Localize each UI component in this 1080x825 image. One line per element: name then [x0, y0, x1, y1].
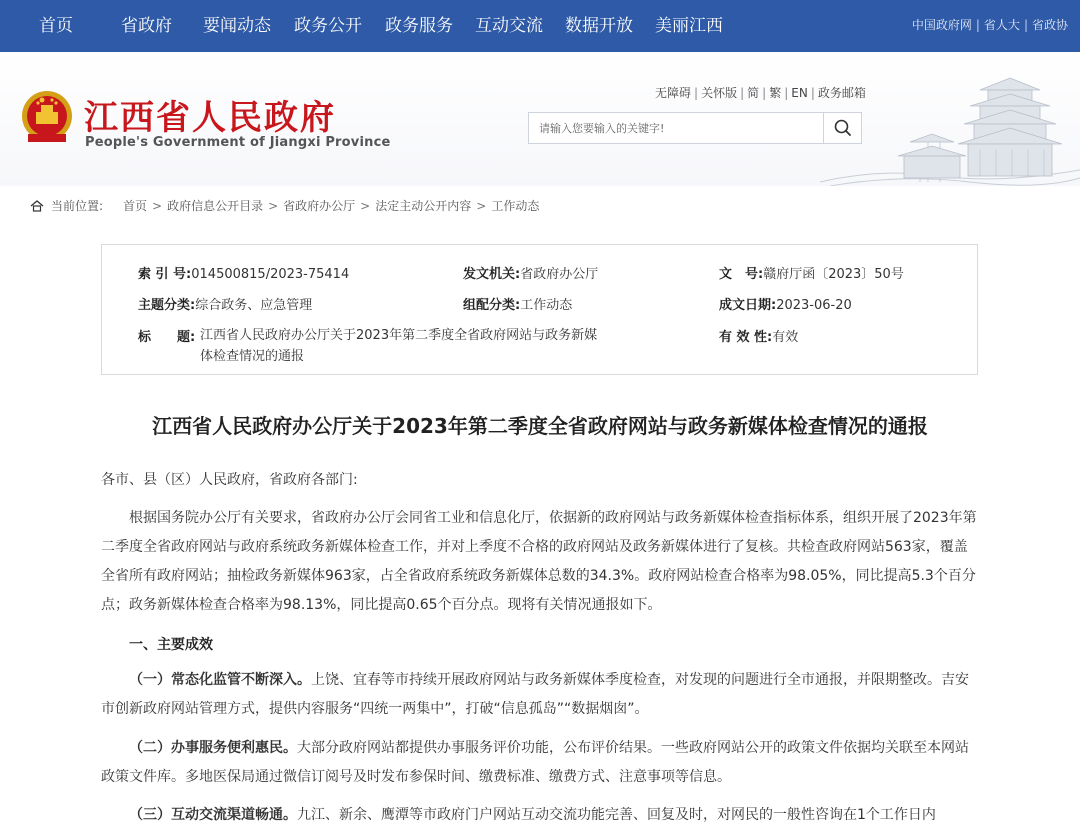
nav-item-government[interactable]: 省政府 — [121, 16, 172, 36]
link-provincial-cppcc[interactable]: 省政协 — [1031, 18, 1068, 32]
article-paragraph-3 — [101, 801, 978, 825]
nav-item-interaction[interactable]: 互动交流 — [475, 16, 543, 36]
paragraph-1-text: 上饶、宜春等市持续开展政府网站与政务新媒体季度检查，对发现的问题进行全市通报，并限期整改。吉安市创新政府网站管理方式，提供内容服务“四统一两集中”，打破“信息孤岛”“数据烟囱”。 — [101, 672, 969, 717]
link-china-gov[interactable]: 中国政府网 — [911, 18, 972, 32]
breadcrumb-statutory[interactable]: 法定主动公开内容 — [375, 199, 472, 213]
document-meta-box — [101, 244, 978, 375]
nav-item-public[interactable]: 政务公开 — [294, 16, 362, 36]
article-intro-paragraph: 根据国务院办公厅有关要求，省政府办公厅会同省工业和信息化厅，依据新的政府网站与政务新媒体检查指标体系，组织开展了2023年第二季度全省政府网站与政府系统政务新媒体检查工作，并对上季度不合格的政府网站及政务新媒体进行了复核。共检查政府网站563家，覆盖全省所有政府网站；抽检政务新媒体963家，占全省政府系统政务新媒体总数的34.3%。政府网站检查合格率为98.05%，同比提高5.3个百分点；政务新媒体检查合格率为98.13%，同比提高0.65个百分点。现将有关情况通报如下。 — [101, 510, 977, 613]
search-input[interactable] — [529, 113, 825, 143]
link-care-mode[interactable]: 关怀版 — [701, 86, 738, 100]
section-heading-achievements: 一、主要成效 — [129, 637, 213, 653]
article-salutation: 各市、县（区）人民政府，省政府各部门: — [101, 472, 358, 488]
home-icon — [30, 199, 44, 213]
link-accessibility[interactable]: 无障碍 — [655, 86, 692, 100]
meta-issuer — [463, 263, 598, 282]
paragraph-2-text: 大部分政府网站都提供办事服务评价功能，公布评价结果。一些政府网站公开的政策文件依据均关联至本网站政策文件库。多地医保局通过微信订阅号及时发布参保时间、缴费标准、缴费方式、注意事项等信息。 — [101, 740, 969, 785]
nav-item-beautiful[interactable]: 美丽江西 — [655, 16, 723, 36]
breadcrumb-office[interactable]: 省政府办公厅 — [283, 199, 356, 213]
breadcrumb-label: 当前位置: — [51, 199, 104, 213]
meta-date-value: 2023-06-20 — [776, 298, 852, 313]
national-emblem-icon — [20, 88, 74, 146]
meta-docno — [719, 263, 904, 282]
link-gov-mail[interactable]: 政务邮箱 — [817, 86, 866, 100]
meta-index-label: 索 引 号: — [138, 267, 192, 282]
meta-validity-value: 有效 — [772, 330, 799, 345]
top-nav-bar — [0, 0, 1080, 52]
breadcrumb-work-news[interactable]: 工作动态 — [491, 199, 540, 213]
site-subtitle: People's Government of Jiangxi Province — [85, 135, 391, 150]
meta-docno-label: 文 号: — [719, 267, 764, 282]
meta-issuer-label: 发文机关: — [463, 267, 521, 282]
paragraph-1-keyword: （一）常态化监管不断深入。 — [129, 672, 311, 688]
meta-validity — [719, 326, 798, 345]
meta-index-value: 014500815/2023-75414 — [191, 267, 350, 282]
nav-item-data[interactable]: 数据开放 — [565, 16, 633, 36]
meta-group — [463, 294, 572, 313]
article-paragraph-2 — [101, 734, 978, 792]
meta-group-label: 组配分类: — [463, 298, 521, 313]
site-header — [0, 52, 1080, 186]
meta-docno-value: 赣府厅函〔2023〕50号 — [763, 267, 904, 282]
site-title[interactable]: 江西省人民政府 — [84, 98, 336, 138]
breadcrumb-home[interactable]: 首页 — [123, 199, 148, 213]
meta-theme-value: 综合政务、应急管理 — [195, 298, 313, 313]
paragraph-2-keyword: （二）办事服务便利惠民。 — [129, 740, 297, 756]
link-provincial-congress[interactable]: 省人大 — [983, 18, 1020, 32]
paragraph-3-keyword: （三）互动交流渠道畅通。 — [129, 807, 297, 823]
nav-item-home[interactable]: 首页 — [39, 16, 73, 36]
meta-date — [719, 294, 852, 313]
link-traditional[interactable]: 繁 — [769, 86, 782, 100]
breadcrumb-catalog[interactable]: 政府信息公开目录 — [167, 199, 264, 213]
nav-item-services[interactable]: 政务服务 — [385, 16, 453, 36]
paragraph-3-text: 九江、新余、鹰潭等市政府门户网站互动交流功能完善、回复及时，对网民的一般性咨询在1个工作日内 — [297, 807, 936, 823]
meta-index — [138, 263, 349, 282]
nav-item-news[interactable]: 要闻动态 — [203, 16, 271, 36]
link-simplified[interactable]: 简 — [747, 86, 760, 100]
meta-date-label: 成文日期: — [719, 298, 777, 313]
meta-validity-label: 有 效 性: — [719, 330, 773, 345]
meta-title-label: 标 题: — [138, 330, 196, 345]
accessibility-links: 无障碍 | 关怀版 | 简 | 繁 | EN | 政务邮箱 — [655, 86, 866, 100]
pavilion-illustration — [817, 70, 1080, 186]
meta-theme — [138, 294, 312, 313]
article-title: 江西省人民政府办公厅关于2023年第二季度全省政府网站与政务新媒体检查情况的通报 — [152, 414, 928, 438]
link-english[interactable]: EN — [791, 86, 808, 100]
top-external-links: 中国政府网 | 省人大 | 省政协 — [911, 18, 1068, 32]
meta-title-value: 江西省人民政府办公厅关于2023年第二季度全省政府网站与政务新媒体检查情况的通报 — [200, 328, 598, 364]
article-paragraph-1 — [101, 666, 978, 724]
search-box — [528, 112, 862, 144]
meta-theme-label: 主题分类: — [138, 298, 196, 313]
meta-group-value: 工作动态 — [520, 298, 573, 313]
meta-issuer-value: 省政府办公厅 — [520, 267, 599, 282]
